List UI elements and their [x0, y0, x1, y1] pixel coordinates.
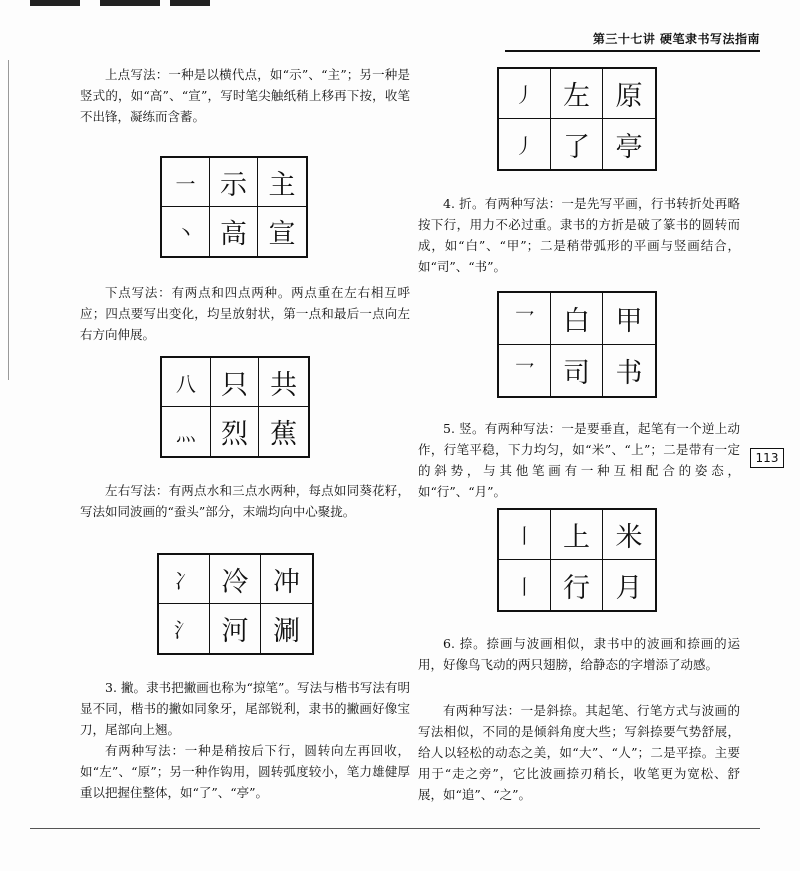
example-grid-pie — [497, 67, 657, 171]
grid-cell: 主 — [258, 158, 306, 207]
grid-cell: 行 — [551, 560, 603, 610]
grid-cell: 共 — [259, 358, 308, 407]
grid-cell: 原 — [603, 69, 655, 119]
grid-cell: 书 — [615, 357, 643, 389]
grid-cell: 白 — [551, 293, 603, 345]
grid-cell: 冫 — [159, 555, 210, 604]
grid-cell: 冲 — [261, 555, 312, 604]
grid-cell: 氵 — [159, 604, 210, 653]
grid-cell: 乛 — [499, 293, 551, 345]
grid-cell: 丿 — [499, 69, 551, 119]
grid-cell: 了 — [551, 119, 603, 169]
example-grid-top-points — [160, 156, 308, 258]
grid-cell: 蕉 — [270, 419, 298, 450]
paragraph: 左右写法：有两点水和三点水两种，每点如同葵花籽，写法如同波画的“蚕头”部分，末端均向中心聚拢。 — [80, 483, 410, 519]
grid-cell: 丨 — [499, 560, 551, 610]
grid-cell: 月 — [615, 572, 643, 604]
scan-artifact — [0, 0, 800, 10]
paragraph: 有两种写法：一种是稍按后下行，圆转向左再回收，如“左”、“原”；另一种作钩用，圆转弧度较小，笔力雄健厚重以把握住整体，如“了”、“亭”。 — [80, 743, 410, 800]
grid-cell: 涮 — [273, 616, 300, 647]
grid-cell: 八 — [162, 358, 211, 407]
grid-cell: 宣 — [268, 219, 296, 250]
grid-cell: 河 — [210, 604, 261, 653]
grid-cell: 灬 — [162, 407, 211, 456]
paragraph: 有两种写法：一是斜捺。其起笔、行笔方式与波画的写法相似，不同的是倾斜角度大些；写斜捺要气势舒展，给人以轻松的动态之美，如“大”、“人”；二是平捺。主要用于“走之旁”，它比波画捺刃稍长，收笔更为宽松、舒展，如“追”、“之”。 — [418, 703, 740, 802]
header-rule — [505, 50, 760, 52]
grid-cell: 甲 — [603, 293, 655, 345]
grid-cell: 上 — [551, 510, 603, 560]
scan-blot — [170, 0, 210, 6]
grid-cell: 冷 — [210, 555, 261, 604]
grid-cell: 丨 — [499, 510, 551, 560]
grid-cell: 烈 — [211, 407, 260, 456]
grid-cell: 丶 — [162, 207, 210, 256]
grid-cell: 亭 — [615, 131, 643, 163]
page-number: 113 — [750, 448, 784, 468]
grid-cell: 米 — [603, 510, 655, 560]
grid-cell: 只 — [211, 358, 260, 407]
footer-rule — [30, 828, 760, 829]
example-grid-side-points — [157, 553, 314, 655]
paragraph: 上点写法：一种是以横代点，如“示”、“主”；另一种是竖式的，如“高”、“宣”，写时笔尖触纸稍上移再下按，收笔不出锋，凝练而含蓄。 — [80, 67, 410, 124]
paragraph: 5. 竖。有两种写法：一是要垂直，起笔有一个逆上动作，行笔平稳，下力均匀，如“米”、“上”；二是带有一定的斜势，与其他笔画有一种互相配合的姿态，如“行”、“月”。 — [418, 421, 740, 499]
paragraph: 4. 折。有两种写法：一是先写平画，行书转折处再略按下行，用力不必过重。隶书的方折是破了篆书的圆转而成，如“白”、“甲”；二是稍带弧形的平画与竖画结合，如“司”、“书”。 — [418, 196, 740, 274]
grid-cell: 乛 — [499, 345, 551, 397]
scan-blot — [30, 0, 80, 6]
example-grid-bottom-points — [160, 356, 310, 458]
example-grid-zhe — [497, 291, 657, 398]
scan-blot — [100, 0, 160, 6]
grid-cell: 左 — [551, 69, 603, 119]
grid-cell: 司 — [551, 345, 603, 397]
margin-line — [8, 60, 9, 380]
grid-cell: 丿 — [499, 119, 551, 169]
example-grid-shu — [497, 508, 657, 612]
running-head: 第三十七讲 硬笔隶书写法指南 — [592, 32, 760, 46]
paragraph: 6. 捺。捺画与波画相似，隶书中的波画和捺画的运用，好像鸟飞动的两只翅膀，给静态的字增添了动感。 — [418, 636, 740, 672]
grid-cell: 示 — [210, 158, 258, 207]
paragraph: 下点写法：有两点和四点两种。两点重在左右相互呼应；四点要写出变化，均呈放射状，第一点和最后一点向左右方向伸展。 — [80, 285, 410, 342]
grid-cell: 一 — [162, 158, 210, 207]
grid-cell: 高 — [210, 207, 258, 256]
paragraph: 3. 撇。隶书把撇画也称为“掠笔”。写法与楷书写法有明显不同，楷书的撇如同象牙，尾部锐利，隶书的撇画好像宝刀，尾部向上翘。 — [80, 680, 410, 737]
